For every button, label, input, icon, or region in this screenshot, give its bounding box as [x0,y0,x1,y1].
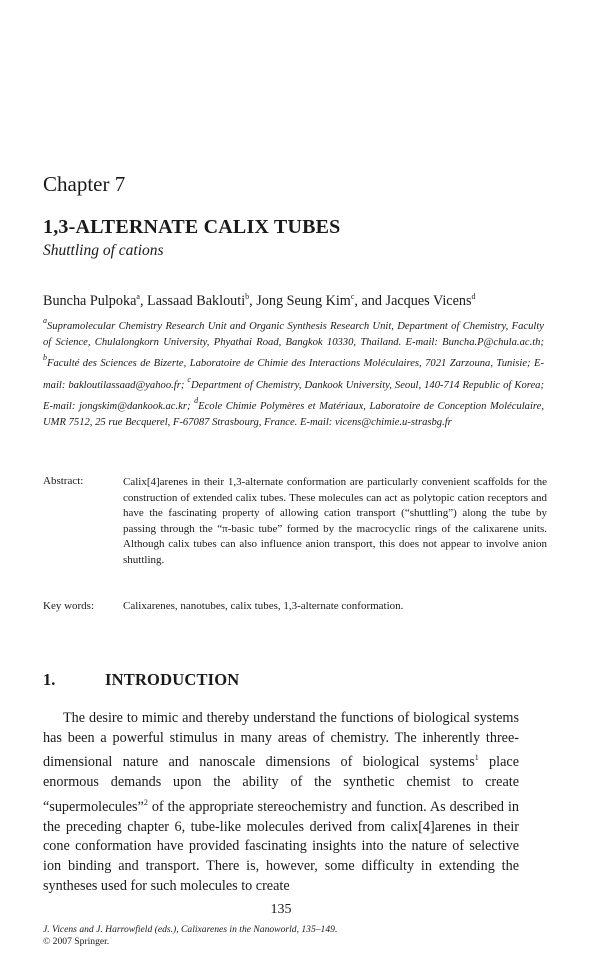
chapter-title: 1,3-ALTERNATE CALIX TUBES [43,216,341,238]
section-number: 1. [43,670,56,689]
author-affiliation-mark: d [471,292,476,301]
affiliation-text: Ecole Chimie Polymères et Matériaux, Laboratoire de Conception Moléculaire, UMR 7512, 25 rue Becquerel, F-67087 Strasbourg, France. E-mail: vicens@chimie.u-strasbg.fr [43,401,544,428]
section-title: INTRODUCTION [105,670,240,689]
author-affiliation-mark: b [245,292,250,301]
author-affiliation-mark: c [350,292,355,301]
reference-mark: 2 [143,797,148,807]
affiliations: $^a$Supramolecular Chemistry Research Unit and Organic Synthesis Research Unit, Department of Chemistry, Faculty of Science, Chulalongkorn University, Phyathai Road, Bangkok 10330, Thailand. E-mail: Buncha.P@chula.ac.th; $^b$Faculté des Sciences de Bizerte, Laboratoire de Chimie des Interactions Moléculaires, 7021 Zarzouna, Tunisie; E-mail: bakloutilassaad@yahoo.fr; $^c$Department of Chemistry, Dankook University, Seoul, 140-714 Republic of Korea; E-mail: jongskim@dankook.ac.kr; $^d$Ecole Chimie Polymères et Matériaux, Laboratoire de Conception Moléculaire, UMR 7512, 25 rue Becquerel, F-67087 Strasbourg, France. E-mail: vicens@chimie.u-strasbg.fr [43,316,544,428]
author-name: Lassaad Baklouti [147,293,246,309]
keywords-text: Calixarenes, nanotubes, calix tubes, 1,3-alternate conformation. [123,600,404,612]
abstract-text: Calix[4]arenes in their 1,3-alternate conformation are particularly convenient scaffolds for the construction of extended calix tubes. These molecules can act as polytopic cation receptors and have the fascinating property of allowing cation transport (“shuttling”) along the tube by passing through the “π-basic tube” formed by the macrocyclic rings of the calixarene units. Although calix tubes can also influence anion transport, this does not appear to involve anion shuttling. [123,476,547,566]
author-name: Jong Seung Kim [256,293,351,309]
affiliation-text: Supramolecular Chemistry Research Unit and Organic Synthesis Research Unit, Department of Chemistry, Faculty of Science, Chulalongkorn University, Phyathai Road, Bangkok 10330, Thailand. E-mail: Buncha.P@chula.ac.th; [43,321,544,348]
body-paragraph: The desire to mimic and thereby understand the functions of biological systems has been a powerful stimulus in many areas of chemistry. The inherently three-dimensional nature and nanoscale dimensions of biological systems$^1$ place enormous demands upon the ability of the synthetic chemist to create “supermolecules”$^2$ of the appropriate stereochemistry and function. As described in the preceding chapter 6, tube-like molecules derived from calix[4]arenes in their cone conformation have provided fascinating insights into the nature of selective ion binding and transport. There is, however, some difficulty in extending the syntheses used for such molecules to create [43,710,519,894]
reference-mark: 1 [474,753,479,763]
page-number: 135 [270,902,292,917]
author-affiliation-mark: a [136,292,140,301]
affiliation-text: Department of Chemistry, Dankook University, Seoul, 140-714 Republic of Korea; E-mail: jongskim@dankook.ac.kr; [43,379,544,413]
keywords-label: Key words: [43,600,95,612]
footer-citation [43,924,337,948]
author-name: Jacques Vicens [385,293,472,309]
abstract-label: Abstract: [43,475,84,487]
affiliation-text: Faculté des Sciences de Bizerte, Laboratoire de Chimie des Interactions Moléculaires, 7021 Zarzouna, Tunisie; E-mail: bakloutilassaad@yahoo.fr; [43,358,544,391]
chapter-subtitle: Shuttling of cations [43,242,164,259]
citation-line: J. Vicens and J. Harrowfield (eds.), Calixarenes in the Nanoworld, 135–149. [43,924,338,935]
copyright-line: © 2007 Springer. [43,936,110,947]
author-name: Buncha Pulpoka [43,293,137,309]
chapter-label: Chapter 7 [43,172,126,196]
author-list: Buncha Pulpoka$^a$, Lassaad Baklouti$^b$, Jong Seung Kim$^c$, and Jacques Vicens$^d$ [43,292,476,309]
